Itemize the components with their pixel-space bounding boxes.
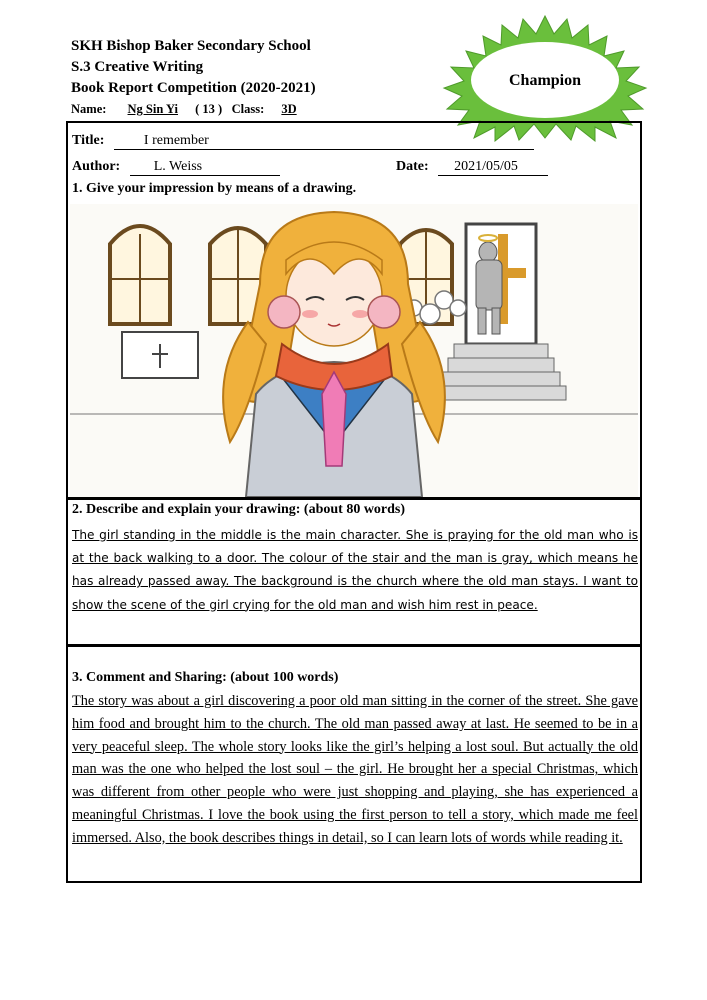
student-class: 3D	[281, 102, 297, 116]
book-author: L. Weiss	[130, 159, 280, 176]
author-field	[72, 159, 280, 176]
date-field	[396, 159, 548, 176]
section2-heading: 2. Describe and explain your drawing: (about 80 words)	[72, 502, 406, 517]
divider-2	[66, 644, 642, 647]
report-date: 2021/05/05	[438, 159, 548, 176]
section1-heading: 1. Give your impression by means of a drawing.	[72, 181, 357, 196]
title-label: Title:	[72, 133, 105, 148]
section2-answer	[72, 524, 638, 617]
title-field	[72, 133, 534, 150]
class-level: S.3 Creative Writing	[71, 59, 204, 75]
name-label: Name:	[71, 102, 107, 116]
student-info	[71, 102, 309, 117]
student-name: Ng Sin Yi	[127, 102, 179, 116]
stairs-icon	[436, 344, 566, 400]
divider-1	[66, 497, 642, 500]
school-name: SKH Bishop Baker Secondary School	[71, 38, 311, 54]
drawing-description: The girl standing in the middle is the main character. She is praying for the old man who is at the back walking to a door. The colour of the stair and the man is gray, which means he has already passed away. The background is the church where the old man stays. I want to show the scene of the girl crying for the old man and wish him rest in peace.	[72, 528, 638, 612]
earmuff-icon	[268, 296, 300, 328]
author-label: Author:	[72, 159, 121, 174]
competition-title: Book Report Competition (2020-2021)	[71, 80, 316, 96]
section3-heading: 3. Comment and Sharing: (about 100 words)	[72, 670, 339, 685]
girl-praying-illustration	[70, 204, 638, 497]
date-label: Date:	[396, 159, 429, 174]
class-label: Class:	[231, 102, 265, 116]
book-title: I remember	[114, 133, 534, 150]
section3-answer	[72, 690, 638, 850]
champion-label: Champion	[508, 72, 582, 89]
praying-hands-icon	[322, 372, 346, 466]
student-number: ( 13 )	[195, 102, 223, 116]
comment-text: The story was about a girl discovering a poor old man sitting in the corner of the street. She gave him food and brought him to the church. The old man passed away at last. He seemed to be in a very peaceful sleep. The whole story looks like the girl’s helping a lost soul. But actually the old man was the one who helped the lost soul – the girl. He brought her a special Christmas, which was different from other people who were just shopping and playing, she has experienced a meaningful Christmas. I love the book using the first person to tell a story, which made me feel immersed. Also, the book describes things in detail, so I can learn lots of words while reading it.	[72, 693, 638, 846]
